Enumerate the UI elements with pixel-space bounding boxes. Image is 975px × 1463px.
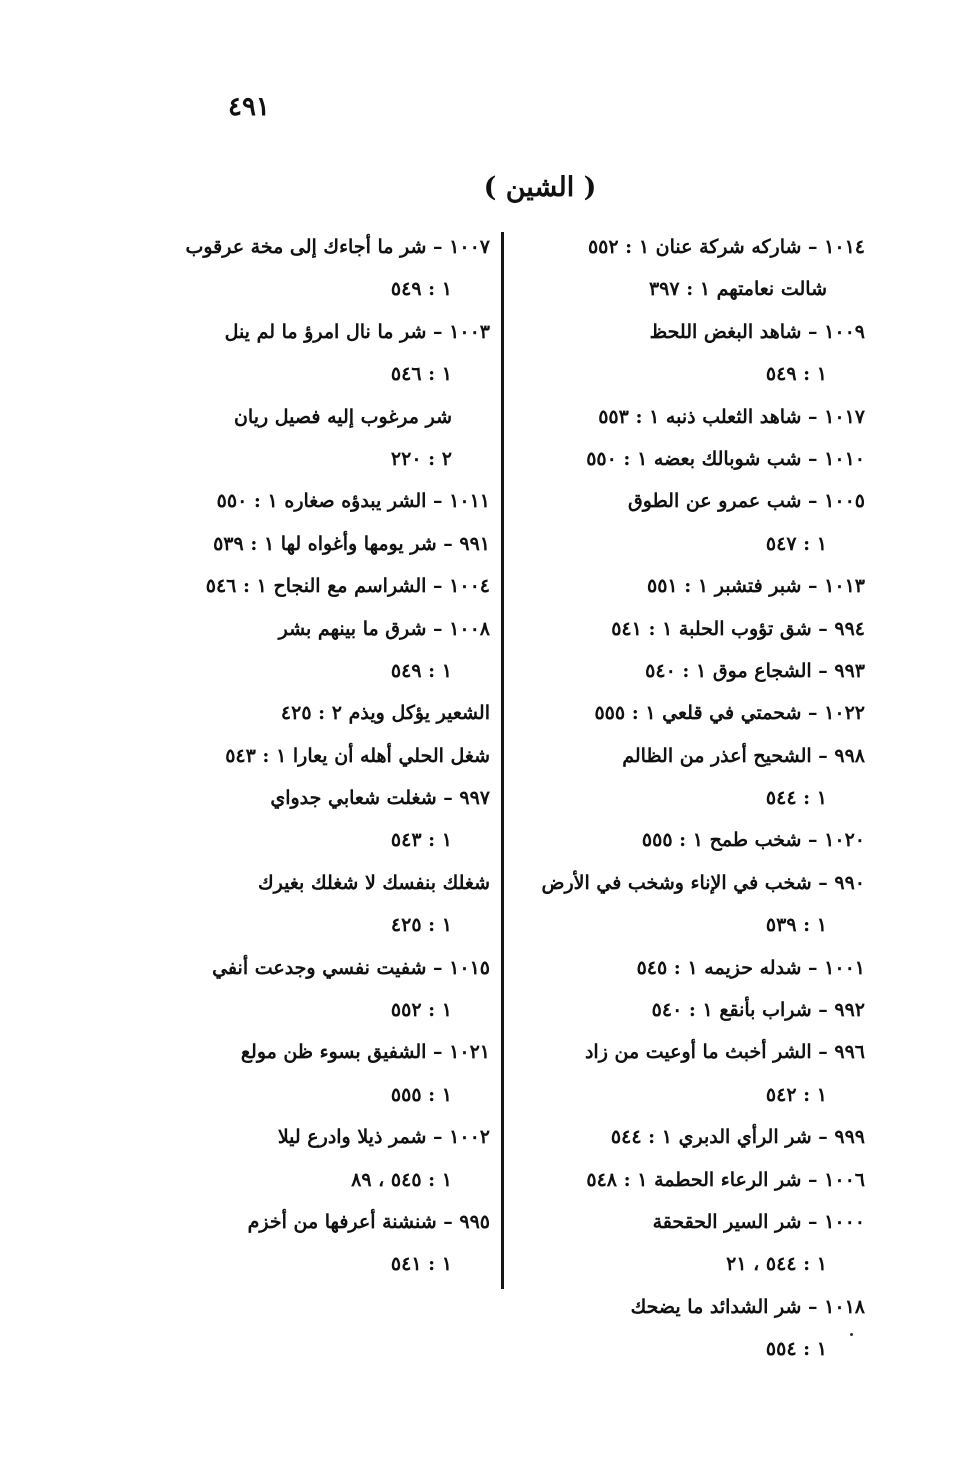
entry-reference: ١ : ٥٣٩	[765, 914, 827, 937]
entry-line: ١٠٠٢ – شمر ذيلا وادرع ليلا	[277, 1126, 490, 1149]
right-column	[520, 226, 865, 1371]
entry-line: ١٠٠٨ – شرق ما بينهم بشر	[278, 617, 490, 640]
entry-reference: ١ : ٥٤١	[390, 1253, 452, 1276]
left-column	[165, 226, 490, 1286]
entry-reference: ١ : ٥٤٩	[390, 278, 452, 301]
entry-line: ٩٩٣ – الشجاع موق ١ : ٥٤٠	[645, 659, 865, 682]
column-divider	[501, 232, 504, 1289]
entry-reference: ١ : ٥٤٤ ، ٢١	[726, 1253, 827, 1276]
entry-line: شغلك بنفسك لا شغلك بغيرك	[258, 871, 490, 894]
entry-line: ١٠١٠ – شب شوبالك بعضه ١ : ٥٥٠	[586, 447, 865, 470]
entry-line: ١٠٠٩ – شاهد البغض اللحظ	[649, 320, 865, 343]
entry-line: ٩٩٧ – شغلت شعابي جدواي	[270, 787, 490, 810]
entry-line: الشعير يؤكل ويذم ٢ : ٤٢٥	[280, 702, 490, 725]
entry-reference: ١ : ٥٥٤	[765, 1338, 827, 1361]
entry-line: ١٠٠١ – شدله حزيمه ١ : ٥٤٥	[636, 956, 865, 979]
entry-reference: ١ : ٥٤٧	[765, 532, 827, 555]
entry-reference: ١ : ٥٤٩	[765, 363, 827, 386]
entry-reference: ١ : ٥٥٢	[390, 999, 452, 1022]
entry-reference: ١ : ٥٤٥ ، ٨٩	[351, 1168, 452, 1191]
entry-line: ١٠٠٠ – شر السير الحقحقة	[652, 1210, 865, 1233]
entry-line: ١٠١٣ – شبر فتشبر ١ : ٥٥١	[647, 575, 865, 598]
entry-reference: ١ : ٤٢٥	[390, 914, 452, 937]
entry-line: ٩٩٨ – الشحيح أعذر من الظالم	[622, 744, 865, 767]
entry-line: شر مرغوب إليه فصيل ريان	[233, 405, 452, 428]
section-title: ( الشين )	[483, 172, 597, 203]
entry-line: ٩٩٩ – شر الرأي الدبري ١ : ٥٤٤	[610, 1126, 865, 1149]
entry-line: ٩٩٥ – شنشنة أعرفها من أخزم	[247, 1210, 490, 1233]
entry-reference: ١ : ٥٤٣	[390, 829, 452, 852]
entry-line: ١٠١٤ – شاركه شركة عنان ١ : ٥٥٢	[587, 236, 865, 258]
entry-line: ٩٩٢ – شراب بأنقع ١ : ٥٤٠	[651, 999, 865, 1022]
entry-line: ١٠٢١ – الشفيق بسوء ظن مولع	[240, 1041, 490, 1064]
entry-line: ١٠٢٠ – شخب طمح ١ : ٥٥٥	[641, 829, 865, 852]
entry-reference: ٢ : ٢٢٠	[390, 447, 452, 470]
entry-line: ٩٩٤ – شق تؤوب الحلبة ١ : ٥٤١	[611, 617, 865, 640]
entry-line: ٩٩٠ – شخب في الإناء وشخب في الأرض	[541, 871, 865, 894]
entry-line: ١٠٠٧ – شر ما أجاءك إلى مخة عرقوب	[185, 236, 490, 258]
page-number: ٤٩١	[228, 92, 270, 122]
entry-line: ١٠١٥ – شفيت نفسي وجدعت أنفي	[212, 956, 490, 979]
entry-line: ١٠١١ – الشر يبدؤه صغاره ١ : ٥٥٠	[216, 490, 490, 513]
entry-line: شغل الحلي أهله أن يعارا ١ : ٥٤٣	[225, 744, 490, 767]
entry-line: ٩٩١ – شر يومها وأغواه لها ١ : ٥٣٩	[213, 532, 490, 555]
entry-line: ١٠١٨ – شر الشدائد ما يضحك	[630, 1295, 865, 1318]
entry-reference: ١ : ٥٤٦	[390, 363, 452, 386]
entry-line: ١٠٠٣ – شر ما نال امرؤ ما لم ينل	[224, 320, 490, 343]
entry-line: ١٠٠٥ – شب عمرو عن الطوق	[628, 490, 865, 513]
entry-line: ١٠٠٤ – الشراسم مع النجاح ١ : ٥٤٦	[205, 575, 490, 598]
entry-reference: ١ : ٥٥٥	[390, 1083, 452, 1106]
entry-reference: ١ : ٥٤٢	[765, 1083, 827, 1106]
entry-line: شالت نعامتهم ١ : ٣٩٧	[648, 278, 827, 301]
entry-line: ١٠١٧ – شاهد الثعلب ذنبه ١ : ٥٥٣	[598, 405, 865, 428]
entry-reference: ١ : ٥٤٤	[765, 787, 827, 810]
entry-line: ١٠٠٦ – شر الرعاء الحطمة ١ : ٥٤٨	[586, 1168, 865, 1191]
stray-dot	[850, 1333, 853, 1336]
entry-reference: ١ : ٥٤٩	[390, 659, 452, 682]
entry-line: ٩٩٦ – الشر أخبث ما أوعيت من زاد	[584, 1041, 865, 1064]
entry-line: ١٠٢٢ – شحمتي في قلعي ١ : ٥٥٥	[594, 702, 865, 725]
